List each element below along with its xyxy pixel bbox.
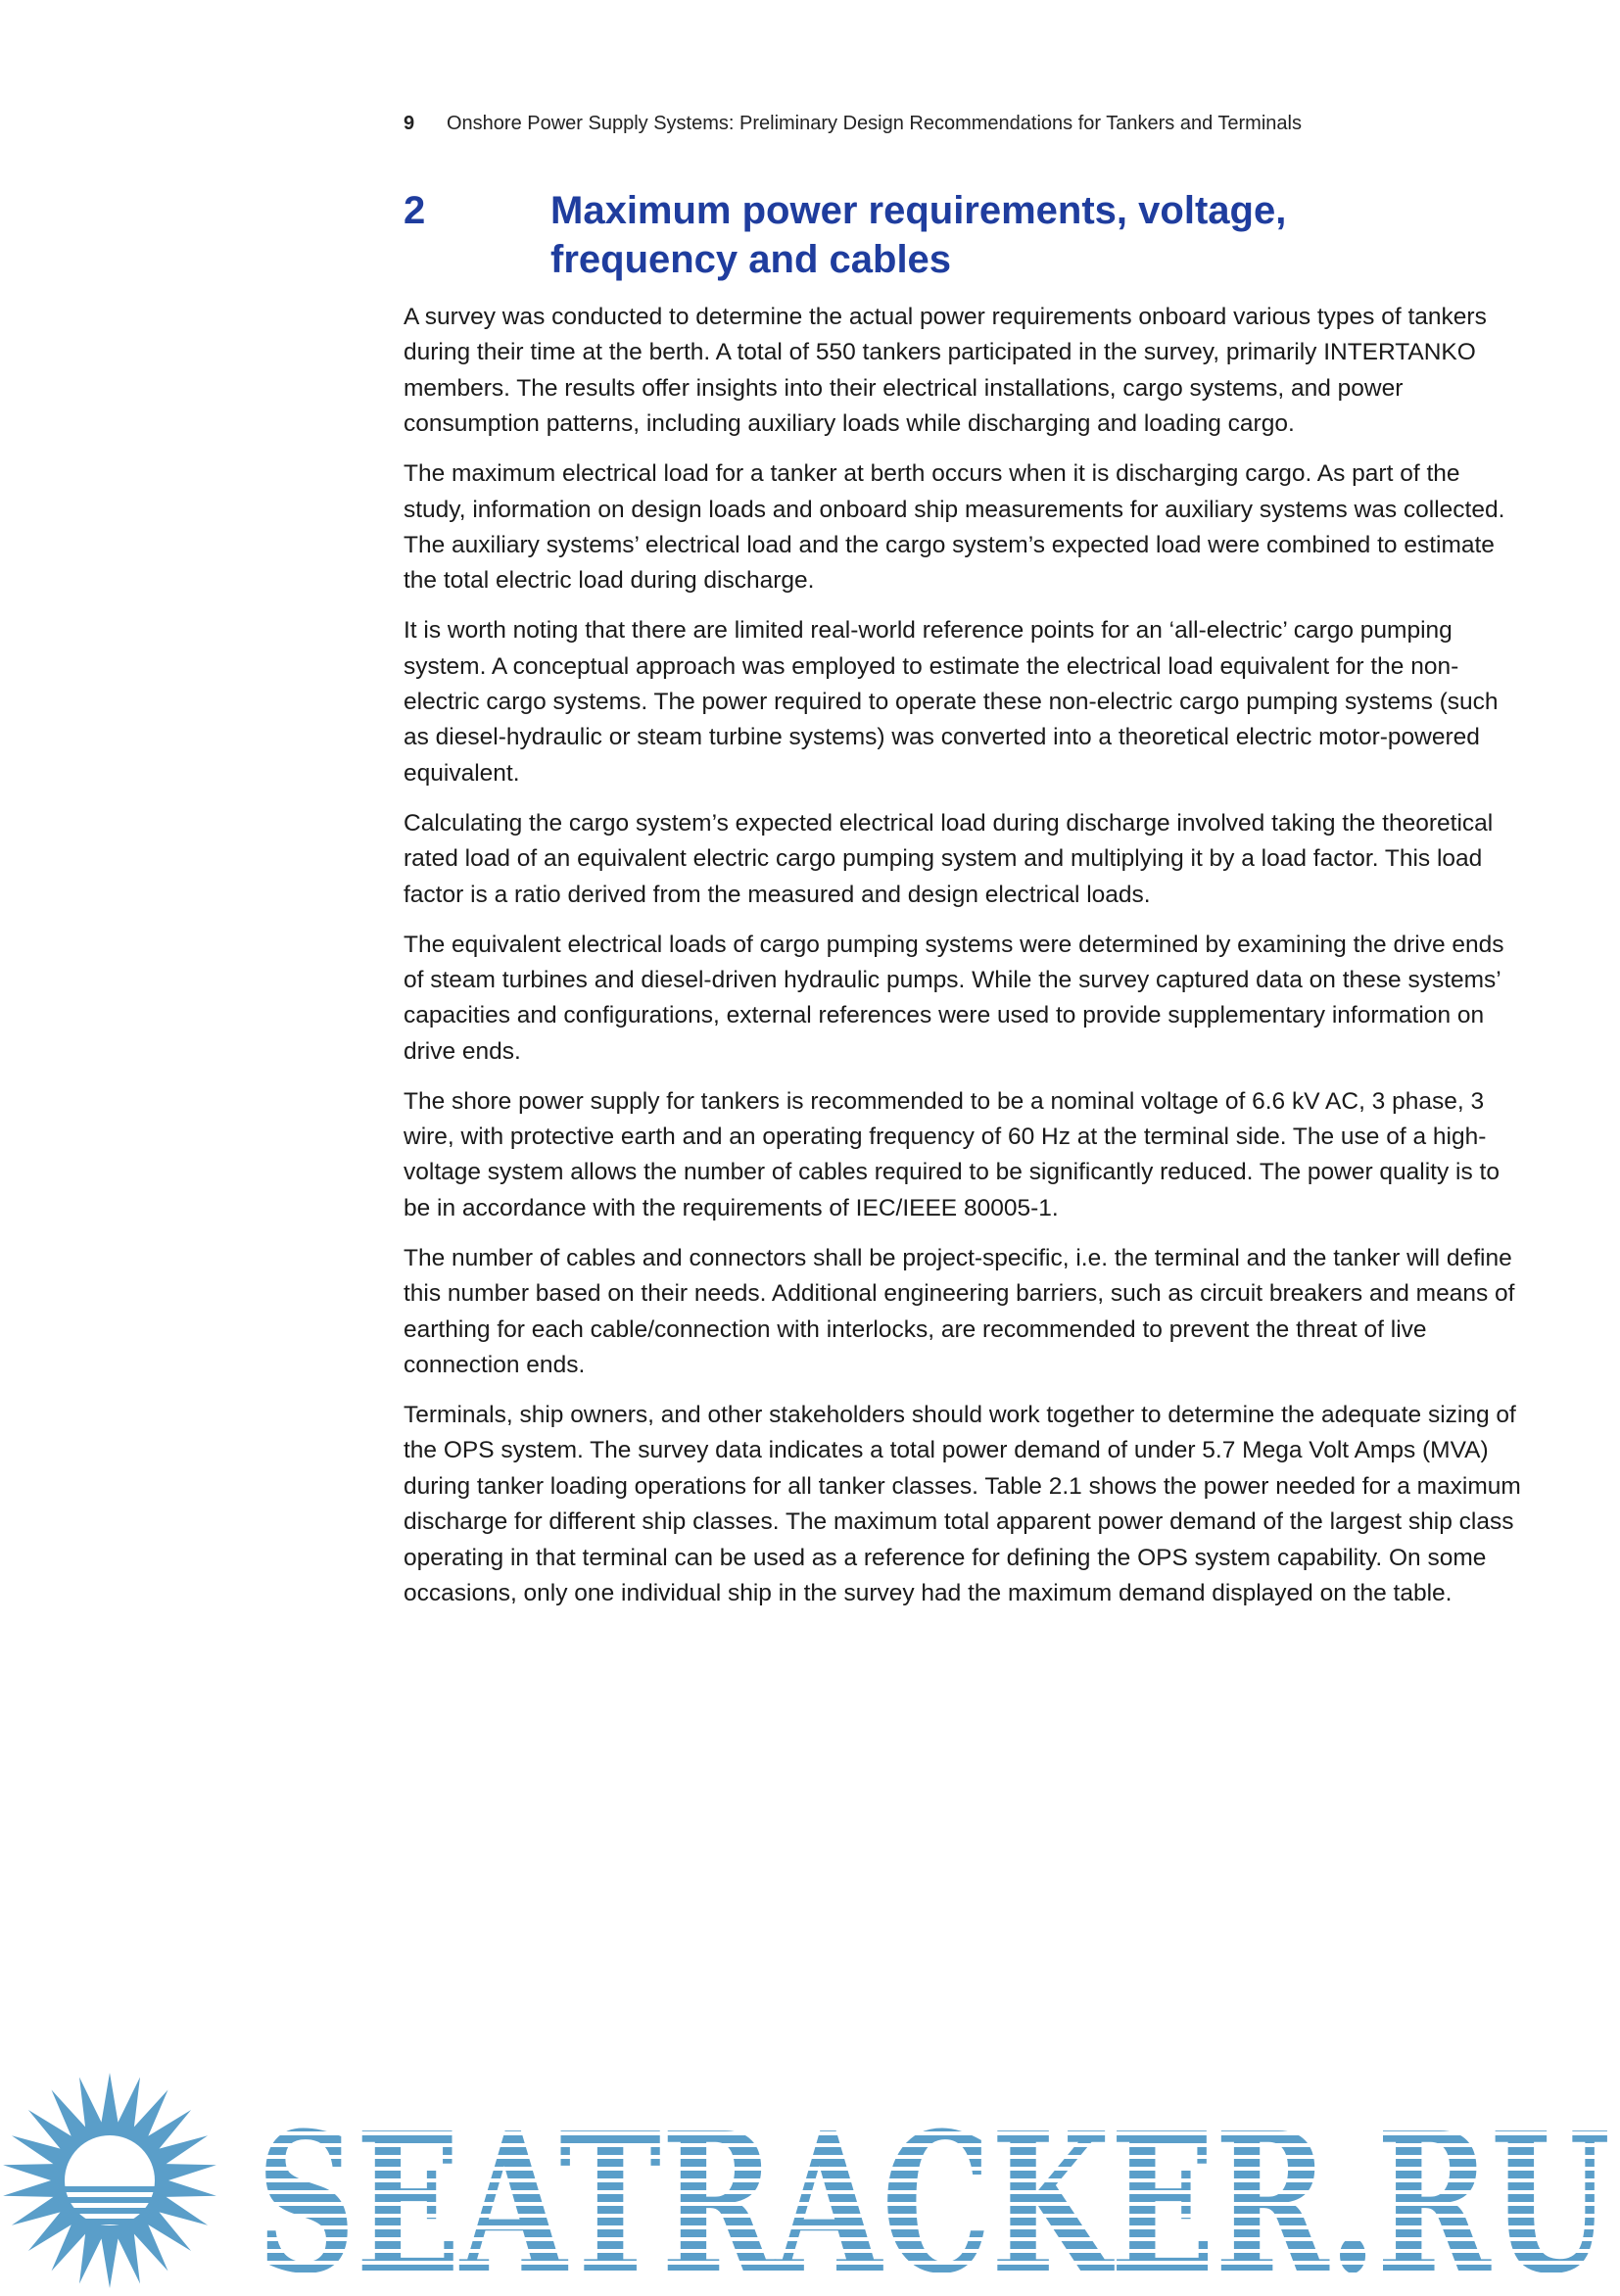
paragraph-8: Terminals, ship owners, and other stakeholders should work together to determine the adequate sizing of the OPS system. The survey data indicates a total power demand of under 5.7 Mega Volt Amps (MVA) during tanker loading operations for all tanker classes. Table 2.1 shows the power needed for a maximum discharge for different ship classes. The maximum total apparent power demand of the largest ship class operating in that terminal can be used as a reference for defining the OPS system capability. On some occasions, only one individual ship in the survey had the maximum demand displayed on the table. xyxy=(404,1401,1521,1606)
sun-wave-line xyxy=(65,2208,155,2214)
paragraph-6: The shore power supply for tankers is recommended to be a nominal voltage of 6.6 kV AC, 3 phase, 3 wire, with protective earth and an operating frequency of 60 Hz at the terminal side. The use of a high-voltage system allows the number of cables required to be significantly reduced. The power quality is to be in accordance with the requirements of IEC/IEEE 80005-1. xyxy=(404,1087,1500,1221)
paragraph-3: It is worth noting that there are limited real-world reference points for an ‘all-electric’ cargo pumping system. A conceptual approach was employed to estimate the electrical load equivalent for the non-electric cargo systems. The power required to operate these non-electric cargo pumping systems (such as diesel-hydraulic or steam turbine systems) was converted into a theoretical electric motor-powered equivalent. xyxy=(404,617,1499,787)
sun-burst-icon xyxy=(3,2073,216,2288)
body-text xyxy=(404,300,1528,1626)
sun-wave-line xyxy=(65,2219,155,2224)
sun-wave-line xyxy=(65,2186,155,2192)
paragraph-7: The number of cables and connectors shall be project-specific, i.e. the terminal and the tanker will define this number based on their needs. Additional engineering barriers, such as circuit breakers and means of earthing for each cable/connection with interlocks, are recommended to prevent the threat of live connection ends. xyxy=(404,1244,1515,1378)
sun-wave-line xyxy=(65,2197,155,2203)
paragraph-2: The maximum electrical load for a tanker at berth occurs when it is discharging cargo. As part of the study, information on design loads and onboard ship measurements for auxiliary systems was collected. The auxiliary systems’ electrical load and the cargo system’s expected load were combined to estimate the total electric load during discharge. xyxy=(404,460,1505,595)
paragraph-4: Calculating the cargo system’s expected electrical load during discharge involved taking the theoretical rated load of an equivalent electric cargo pumping system and multiplying it by a load factor. This load factor is a ratio derived from the measured and design electrical loads. xyxy=(404,809,1494,908)
paragraph-5: The equivalent electrical loads of cargo pumping systems were determined by examining the drive ends of steam turbines and diesel-driven hydraulic pumps. While the survey captured data on these systems’ capacities and configurations, external references were used to provide supplementary information on drive ends. xyxy=(404,931,1504,1065)
running-title: Onshore Power Supply Systems: Preliminary Design Recommendations for Tankers and Terminals xyxy=(447,113,1302,134)
page-number: 9 xyxy=(404,113,415,134)
section-title: Maximum power requirements, voltage, frequency and cables xyxy=(550,189,1287,281)
running-header xyxy=(404,110,1302,137)
paragraph-1: A survey was conducted to determine the actual power requirements onboard various types of tankers during their time at the berth. A total of 550 tankers participated in the survey, primarily INTERTANKO members. The results offer insights into their electrical installations, cargo systems, and power consumption patterns, including auxiliary loads while discharging and loading cargo. xyxy=(404,304,1487,438)
watermark xyxy=(0,2065,1620,2291)
watermark-text: SEATRACKER.RU xyxy=(257,2091,1610,2291)
section-number: 2 xyxy=(404,189,426,232)
watermark-graphic xyxy=(0,2065,1620,2291)
